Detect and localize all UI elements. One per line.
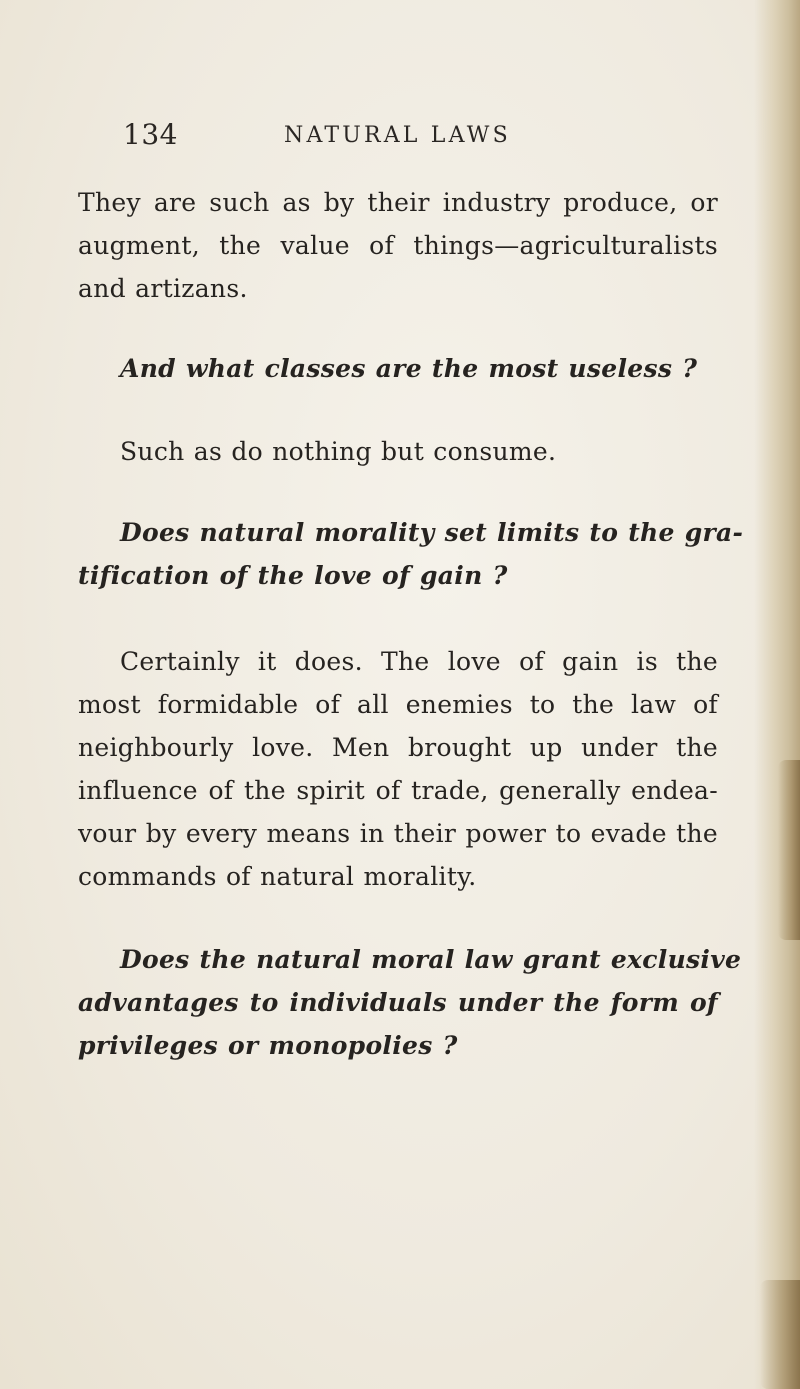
text-line: And what classes are the most useless ? bbox=[120, 354, 698, 383]
text-line: commands of natural morality. bbox=[78, 862, 477, 891]
text-line: Does the natural moral law grant exclusive bbox=[120, 945, 742, 974]
question-paragraph bbox=[78, 347, 718, 390]
question-paragraph bbox=[78, 511, 744, 597]
question-paragraph bbox=[78, 938, 742, 1067]
text-line: vour by every means in their power to evade the bbox=[78, 819, 718, 848]
page-edge-shadow bbox=[754, 0, 800, 1389]
answer-paragraph bbox=[78, 430, 718, 473]
text-line: advantages to individuals under the form of bbox=[78, 988, 718, 1017]
answer-paragraph bbox=[78, 640, 718, 898]
text-line: influence of the spirit of trade, generally endea- bbox=[78, 776, 718, 805]
page-edge-stain bbox=[760, 1280, 800, 1389]
text-line: They are such as by their industry produce, or bbox=[78, 188, 718, 217]
text-line: most formidable of all enemies to the law of bbox=[78, 690, 718, 719]
text-line: tification of the love of gain ? bbox=[78, 561, 508, 590]
text-line: augment, the value of things—agriculturalists bbox=[78, 231, 718, 260]
answer-paragraph bbox=[78, 181, 718, 310]
body-text bbox=[78, 181, 744, 1099]
text-line: Certainly it does. The love of gain is the bbox=[120, 647, 718, 676]
running-title: NATURAL LAWS bbox=[284, 123, 511, 148]
text-line: neighbourly love. Men brought up under the bbox=[78, 733, 718, 762]
text-line: privileges or monopolies ? bbox=[78, 1031, 458, 1060]
running-head bbox=[123, 118, 683, 152]
text-line: Such as do nothing but consume. bbox=[120, 437, 557, 466]
text-line: Does natural morality set limits to the gra- bbox=[120, 518, 744, 547]
page-edge-stain bbox=[778, 760, 800, 940]
page-number: 134 bbox=[123, 118, 178, 151]
text-line: and artizans. bbox=[78, 274, 248, 303]
